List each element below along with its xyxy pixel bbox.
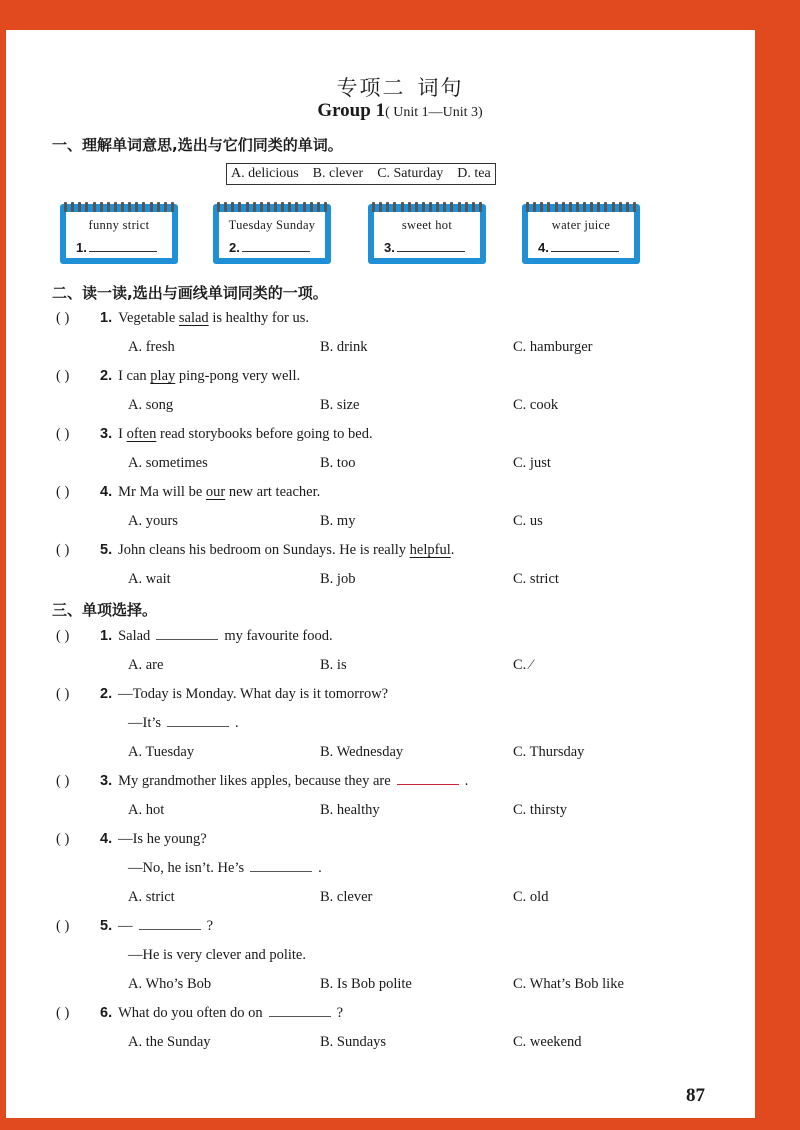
page [6,30,755,1118]
answer-paren[interactable]: ( ) [56,831,70,847]
question-text: What do you often do on [118,1005,263,1021]
word-card-4 [522,204,640,264]
punctuation: . [464,773,469,789]
option-c[interactable]: C. thirsty [513,802,567,818]
question-number: 4. [100,831,113,847]
option-b[interactable]: B. Is Bob polite [320,976,412,992]
option-a[interactable]: A. song [128,397,174,413]
choice-a: A. delicious [231,166,299,181]
fill-blank[interactable] [156,638,218,640]
question-number: 2. [100,368,113,384]
title-part1: 专项二 [336,76,406,100]
question-number: 1. [100,628,113,644]
option-c[interactable]: C. cook [513,397,559,413]
question-number: 3. [100,426,113,442]
s3-question-4 [56,831,207,848]
choice-c: C. Saturday [377,166,444,181]
card-blank[interactable] [76,240,157,255]
question-text: —It’s [128,715,162,731]
card-blank[interactable] [229,240,310,255]
group-label: Group 1 [317,100,386,121]
s3-q2-line2 [128,715,239,732]
option-a[interactable]: A. Tuesday [128,744,195,760]
word-card-2 [213,204,331,264]
option-a[interactable]: A. the Sunday [128,1034,211,1050]
question-text: —No, he isn’t. He’s [128,860,245,876]
card-number: 1. [76,240,87,255]
s2-question-4 [56,484,320,501]
question-text: ping-pong very well. [175,368,301,384]
option-b[interactable]: B. clever [320,889,373,905]
fill-blank[interactable] [139,928,201,930]
s3-q4-line2 [128,860,322,877]
question-number: 5. [100,542,113,558]
option-b[interactable]: B. Sundays [320,1034,387,1050]
option-b[interactable]: B. too [320,455,356,471]
underlined-word: helpful [409,542,451,558]
question-text: —Today is Monday. What day is it tomorrow? [118,686,389,702]
card-words: water juice [551,218,611,232]
question-text: my favourite food. [224,628,333,644]
s2-question-3 [56,426,373,443]
option-c[interactable]: C. ∕ [513,657,533,673]
option-b[interactable]: B. my [320,513,356,529]
answer-paren[interactable]: ( ) [56,686,70,702]
section3-heading: 三、单项选择。 [52,601,158,619]
option-c[interactable]: C. weekend [513,1034,582,1050]
card-number: 4. [538,240,549,255]
right-border [755,0,800,1130]
punctuation: . [318,860,322,876]
group-subtitle [0,100,800,122]
punctuation: . [235,715,239,731]
fill-blank[interactable] [167,725,229,727]
option-a[interactable]: A. wait [128,571,171,587]
answer-paren[interactable]: ( ) [56,310,70,326]
s3-question-2 [56,686,388,703]
question-text: My grandmother likes apples, because they are [118,773,391,789]
choice-b: B. clever [312,166,364,181]
punctuation: ? [206,918,214,934]
question-text: read storybooks before going to bed. [156,426,373,442]
unit-range: ( Unit 1—Unit 3) [385,105,483,120]
card-words: sweet hot [401,218,453,232]
card-blank[interactable] [384,240,465,255]
option-c[interactable]: C. old [513,889,549,905]
question-number: 5. [100,918,113,934]
card-words: Tuesday Sunday [228,218,316,232]
option-c[interactable]: C. just [513,455,551,471]
answer-paren[interactable]: ( ) [56,368,70,384]
word-card-1 [60,204,178,264]
underlined-word: our [205,484,226,500]
page-title [0,72,800,102]
question-text: John cleans his bedroom on Sundays. He is really [118,542,410,558]
option-b[interactable]: B. job [320,571,356,587]
option-a[interactable]: A. sometimes [128,455,208,471]
page-number: 87 [686,1085,705,1106]
option-a[interactable]: A. are [128,657,164,673]
option-b[interactable]: B. drink [320,339,368,355]
bottom-border [0,1118,800,1130]
section2-heading: 二、读一读,选出与画线单词同类的一项。 [52,284,328,302]
question-text: Mr Ma will be [118,484,206,500]
question-text: new art teacher. [225,484,321,500]
answer-paren[interactable]: ( ) [56,426,70,442]
s3-q5-line2 [128,947,306,964]
s3-question-6 [56,1005,343,1022]
answer-paren[interactable]: ( ) [56,1005,70,1021]
fill-blank[interactable] [250,870,312,872]
fill-blank[interactable] [269,1015,331,1017]
option-c[interactable]: C. Thursday [513,744,585,760]
underlined-word: play [150,368,176,384]
answer-paren[interactable]: ( ) [56,542,70,558]
s2-question-5 [56,542,454,559]
question-text: I can [118,368,151,384]
s2-question-1 [56,310,309,327]
option-a[interactable]: A. fresh [128,339,175,355]
s3-question-1 [56,628,333,645]
option-a[interactable]: A. strict [128,889,175,905]
card-blank[interactable] [538,240,619,255]
s3-question-3 [56,773,468,790]
option-b[interactable]: B. Wednesday [320,744,404,760]
option-c[interactable]: C. us [513,513,543,529]
choices-box [226,163,496,185]
question-text: —Is he young? [118,831,207,847]
question-number: 6. [100,1005,113,1021]
question-text: Vegetable [118,310,179,326]
top-border [0,0,800,30]
question-text: Salad [118,628,151,644]
question-text: — [118,918,133,934]
option-a[interactable]: A. hot [128,802,165,818]
section1-heading: 一、理解单词意思,选出与它们同类的单词。 [52,136,343,154]
punctuation: ? [336,1005,344,1021]
s3-question-5 [56,918,213,935]
card-number: 2. [229,240,240,255]
title-part2: 词句 [417,76,464,100]
option-a[interactable]: A. Who’s Bob [128,976,212,992]
option-b[interactable]: B. is [320,657,347,673]
fill-blank[interactable] [397,783,459,785]
answer-paren[interactable]: ( ) [56,773,70,789]
option-b[interactable]: B. size [320,397,360,413]
s2-question-2 [56,368,300,385]
option-c[interactable]: C. hamburger [513,339,593,355]
question-text: I [118,426,127,442]
answer-paren[interactable]: ( ) [56,628,70,644]
card-words: funny strict [88,218,150,232]
option-b[interactable]: B. healthy [320,802,380,818]
question-text: —He is very clever and polite. [128,947,306,963]
word-card-3 [368,204,486,264]
question-number: 1. [100,310,113,326]
answer-paren[interactable]: ( ) [56,918,70,934]
question-text: is healthy for us. [208,310,309,326]
underlined-word: often [126,426,157,442]
underlined-word: salad [178,310,209,326]
option-a[interactable]: A. yours [128,513,178,529]
choice-d: D. tea [457,166,491,181]
card-number: 3. [384,240,395,255]
option-c[interactable]: C. strict [513,571,559,587]
question-number: 3. [100,773,113,789]
question-number: 2. [100,686,113,702]
answer-paren[interactable]: ( ) [56,484,70,500]
question-text: . [450,542,455,558]
question-number: 4. [100,484,113,500]
option-c[interactable]: C. What’s Bob like [513,976,624,992]
